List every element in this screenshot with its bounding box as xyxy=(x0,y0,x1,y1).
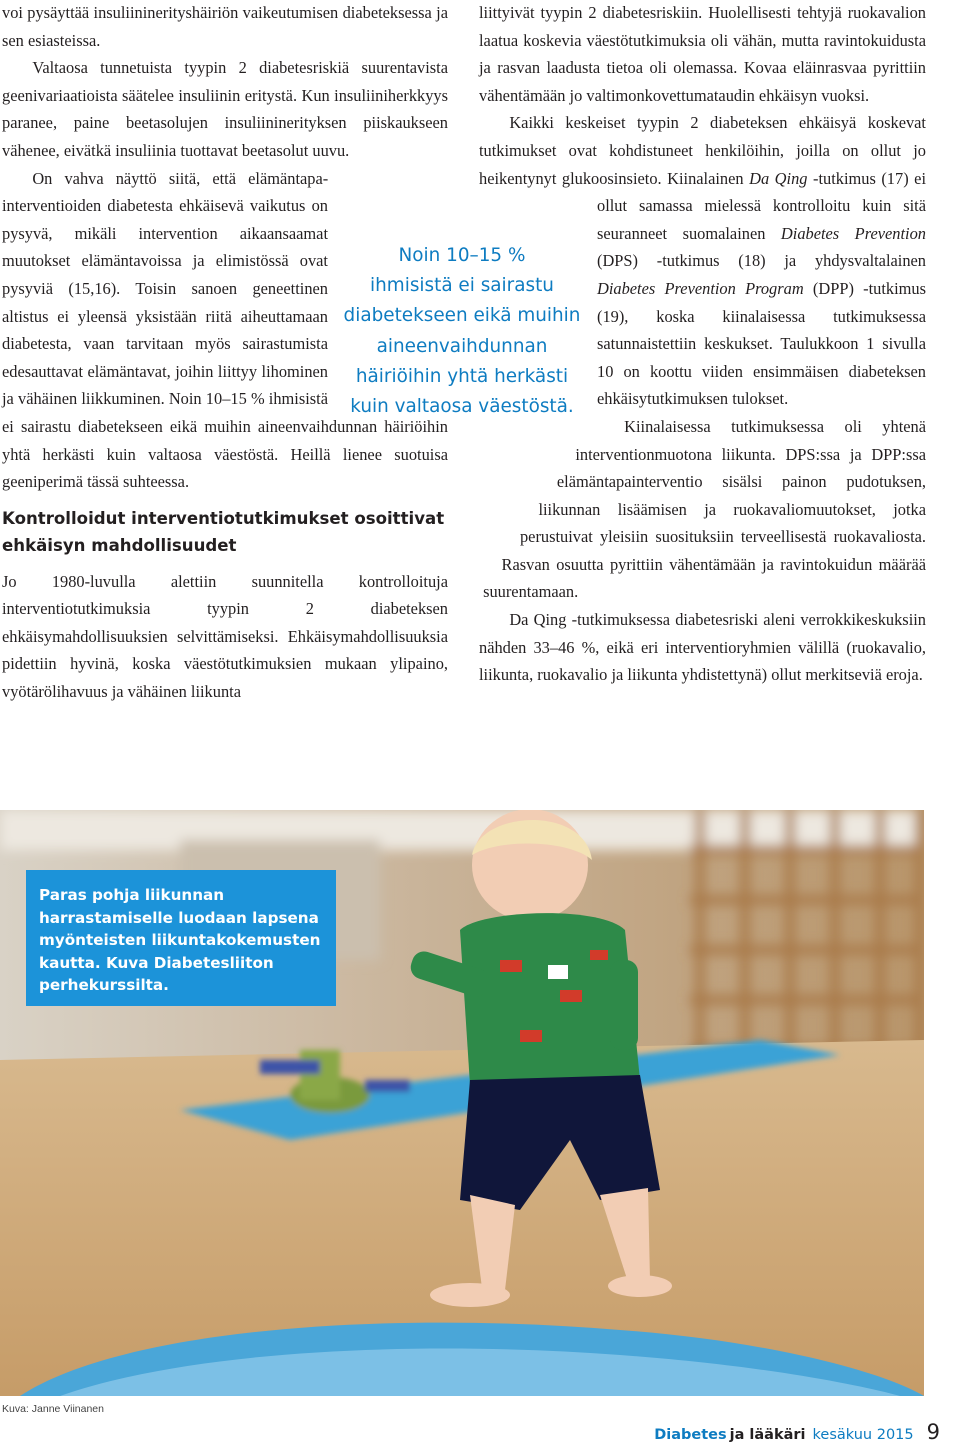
photo-caption: Paras pohja liikunnan harrastamiselle luodaan lapsena myönteisten liikuntakokemusten kautta. Kuva Diabetesliiton perhekurssilta. xyxy=(26,870,336,1006)
section-subheading: Kontrolloidut interventiotutkimukset osoittivat ehkäisyn mahdollisuudet xyxy=(2,508,445,555)
page-number: 9 xyxy=(926,1420,940,1444)
pull-quote: Noin 10–15 % ihmisistä ei sairastu diabetekseen eikä muihin aineenvaihdunnan häiriöihin yhtä herkästi kuin valtaosa väestöstä. xyxy=(343,245,581,418)
body-paragraph: voi pysäyttää insuliininerityshäiriön vaikeutumisen diabeteksessa ja sen esiasteissa. xyxy=(2,3,448,50)
body-paragraph: Jo 1980-luvulla alettiin suunnitella kontrolloituja interventiotutkimuksia tyypin 2 diabeteksen ehkäisymahdollisuuksien selvittämiseksi. Ehkäisymahdollisuuksia pidettiin hyvinä, koska väestötutkimuksien mukaan ylipaino, vyötärölihavuus ja vähäinen liikunta xyxy=(2,571,448,702)
photo-credit: Kuva: Janne Viinanen xyxy=(2,1403,104,1415)
magazine-name-part2: ja lääkäri xyxy=(729,1427,806,1443)
body-paragraph: On vahva näyttö siitä, että elämäntapainterventioiden diabetesta ehkäisevä vaikutus on pysyvä, mikäli intervention aikaansaamat muutokset elämäntavoissa ja elimistössä ovat pysyviä (15,16). Toisin sanoen geneettinen altistus ei yleensä yksistään riitä aiheuttamaan diabetesta, vaan tarvitaan myös sairastumista edesauttavat elämäntavat, joihin liittyy lihominen ja vähäinen liikkuminen. Noin 10–15 % ihmisistä ei sairastu diabetekseen eikä muihin aineenvaihdunnan häiriöihin yhtä herkästi kuin valtaosa väestöstä. Heillä lienee suotuisa geeniperimä tässä suhteessa. xyxy=(2,165,448,496)
page-footer xyxy=(654,1420,940,1444)
body-paragraph: Kiinalaisessa tutkimuksessa oli yhtenä interventionmuotona liikunta. DPS:ssa ja DPP:ssa elämäntapainterventio sisälsi painon pudotuksen, liikunnan lisäämisen ja ruokavaliomuutokset, jotka perustuivat yleisiin suosituksiin terveellisestä ruokavaliosta. Rasvan osuutta pyrittiin vähentämään ja ravintokuidun määrää suurentamaan. xyxy=(483,416,926,602)
body-paragraph: Kaikki keskeiset tyypin 2 diabeteksen ehkäisyä koskevat tutkimukset ovat kohdistuneet henkilöihin, joilla on ollut jo heikentynyt glukoosinsieto. Kiinalainen Da Qing -tutkimus (17) ei ollut samassa mielessä kontrolloitu kuin sitä seuranneet suomalainen Diabetes Prevention (DPS) -tutkimus (18) ja yhdysvaltalainen Diabetes Prevention Program (DPP) -tutkimus (19), koska kiinalaisessa tutkimuksessa satunnaistettiin keskukset. Taulukkoon 1 sivulla 10 on koottu viiden ensimmäisen diabeteksen ehkäisytutkimuksen tulokset. xyxy=(479,109,926,413)
body-paragraph: Da Qing -tutkimuksessa diabetesriski aleni verrokkikeskuksiin nähden 33–46 %, eikä eri interventioryhmien välillä (ruokavalio, liikunta, ruokavalio ja liikunta yhdistettynä) ollut merkitseviä eroja. xyxy=(479,610,926,685)
issue-date: kesäkuu 2015 xyxy=(812,1427,914,1443)
body-paragraph: liittyivät tyypin 2 diabetesriskiin. Huolellisesti tehtyjä ruokavalion laatua koskevia väestötutkimuksia oli vähän, mutta ravintokuidusta ja rasvan laadusta tietoa oli olemassa. Kovaa eläinrasvaa pyrittiin vähentämään jo valtimonkovettumataudin ehkäisyn vuoksi. xyxy=(479,3,926,105)
body-paragraph: Valtaosa tunnetuista tyypin 2 diabetesriskiä suurentavista geenivariaatioista säätelee insuliinin eritystä. Kun insuliiniherkkyys paranee, paine beetasolujen insuliininerityksen piiskaukseen vähenee, eivätkä insuliinia tuottavat beetasolut uuvu. xyxy=(2,58,448,160)
magazine-name-part1: Diabetes xyxy=(654,1427,727,1443)
